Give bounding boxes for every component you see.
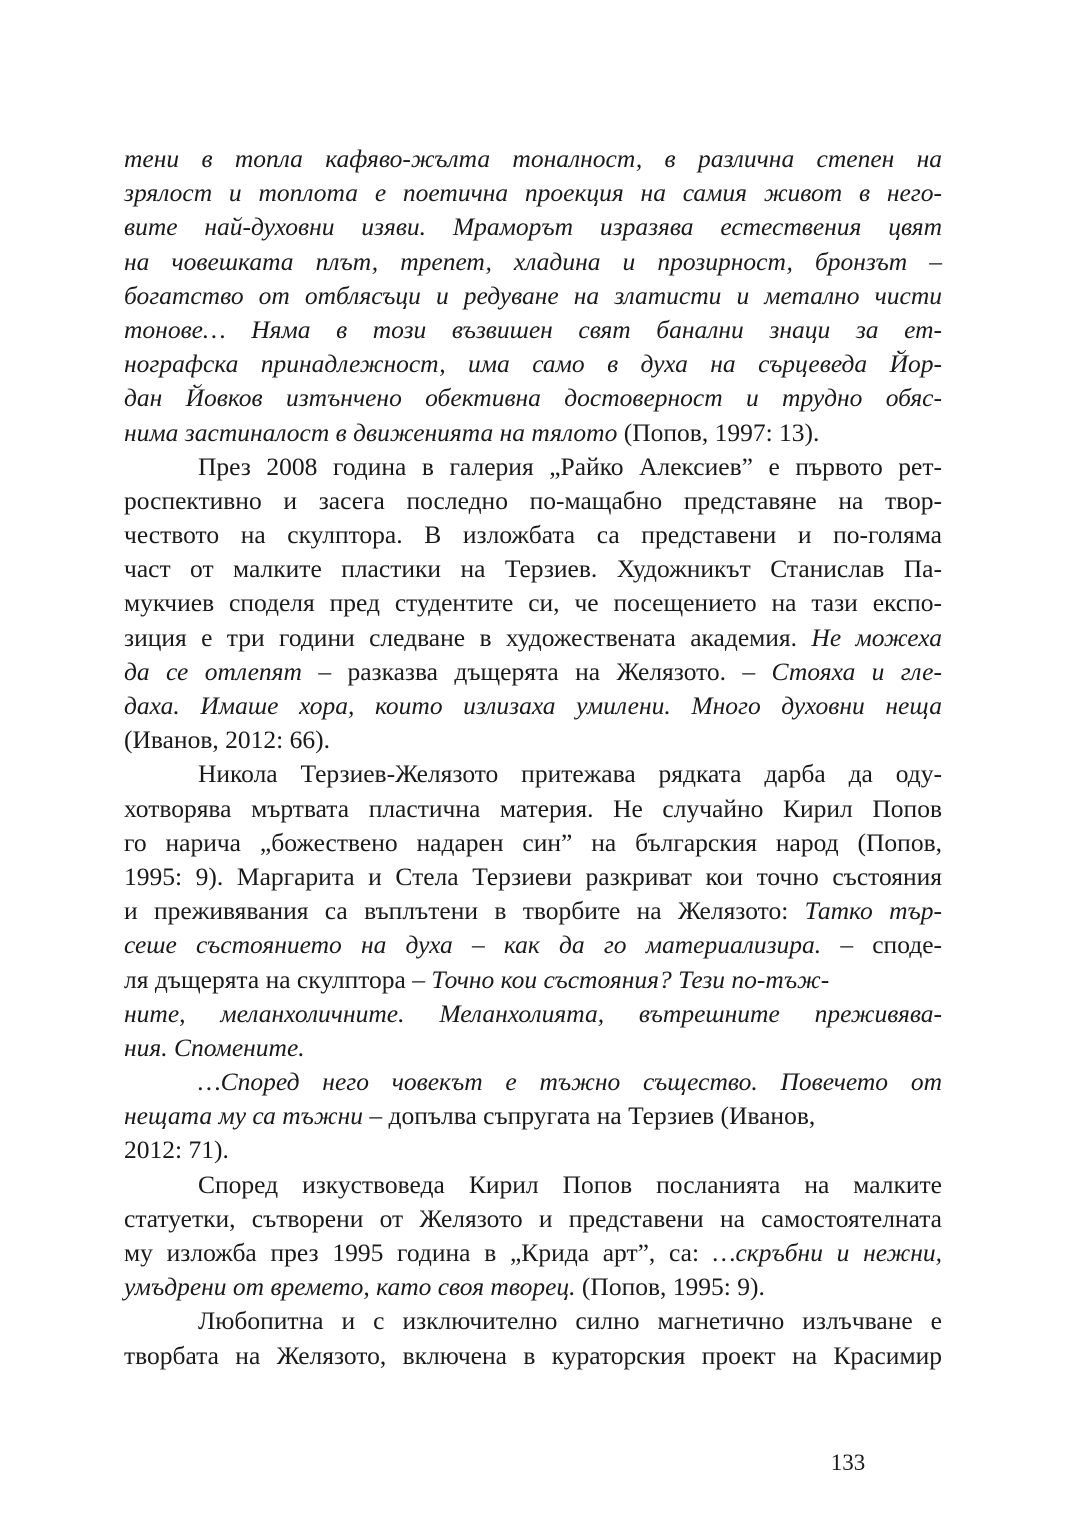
text-span: – разказва дъщерята на Желязото. – [301, 656, 772, 686]
text-line [124, 210, 942, 244]
text-line [124, 928, 942, 962]
text-span: Любопитна и с изключително силно магнетично излъчване е [198, 1306, 942, 1336]
text-line [124, 894, 942, 928]
italic-text: богатство от отблясъци и редуване на златисти и метално чисти [124, 280, 942, 310]
text-span: ля дъщерята на скулптора – [124, 964, 432, 994]
text-line [124, 552, 942, 586]
text-line [124, 381, 942, 415]
text-span: (Попов, 1997: 13). [617, 417, 820, 447]
text-span: През 2008 година в галерия „Райко Алексиев” е първото рет- [198, 451, 942, 481]
text-span: роспективно и засега последно по-мащабно представяне на твор- [124, 485, 942, 515]
page-number: 133 [830, 1450, 866, 1475]
text-span: мукчиев споделя пред студентите си, че посещението на тази експо- [124, 588, 942, 618]
text-line [124, 450, 942, 484]
text-span: Според изкуствоведа Кирил Попов посланията на малките [198, 1169, 942, 1199]
text-line [124, 1031, 942, 1065]
text-line [124, 1168, 942, 1202]
text-span: Никола Терзиев-Желязото притежава рядката дарба да оду- [198, 759, 942, 789]
italic-text: ния. Спомените. [124, 1032, 305, 1062]
text-line [124, 484, 942, 518]
text-line [124, 279, 942, 313]
italic-text: да се отлепят [124, 656, 302, 686]
text-span: (Иванов, 2012: 66). [124, 725, 330, 755]
italic-text: нещата му са тъжни [124, 1101, 363, 1131]
page-body [124, 142, 942, 1373]
text-line [124, 245, 942, 279]
text-line [124, 723, 942, 757]
italic-text: тени в топла кафяво-жълта тоналност, в различна степен на [124, 144, 942, 173]
text-span: 2012: 71). [124, 1135, 229, 1165]
italic-text: …скръбни и нежни, [712, 1238, 942, 1267]
text-span: (Попов, 1995: 9). [575, 1272, 765, 1302]
text-line [124, 1133, 942, 1167]
italic-text: Стояха и гле- [771, 656, 942, 686]
text-span: творбата на Желязото, включена в кураторския проект на Красимир [124, 1340, 942, 1370]
text-line [124, 997, 942, 1031]
text-span: – споде- [821, 930, 942, 960]
text-line [124, 586, 942, 620]
italic-text: нима застиналост в движенията на тялото [124, 417, 618, 447]
text-line [124, 689, 942, 723]
italic-text: Татко тър- [804, 896, 942, 926]
text-line [124, 518, 942, 552]
text-span: зиция е три години следване в художествената академия. [124, 622, 812, 652]
text-span: хотворява мъртвата пластична материя. Не случайно Кирил Попов [124, 793, 942, 823]
text-line [124, 1270, 942, 1304]
text-line [124, 655, 942, 689]
text-span: и преживявания са въплътени в творбите на Желязото: [124, 896, 805, 926]
text-line [124, 1202, 942, 1236]
text-line [124, 142, 942, 176]
text-line [124, 757, 942, 791]
text-line [124, 826, 942, 860]
italic-text: …Според него човекът е тъжно същество. Повечето от [198, 1067, 942, 1097]
text-span: чеството на скулптора. В изложбата са представени и по-голяма [124, 520, 942, 550]
italic-text: зрялост и топлота е поетична проекция на самия живот в него- [124, 178, 942, 208]
text-line [124, 621, 942, 655]
italic-text: Не можеха [811, 622, 942, 652]
text-span: – допълва съпругата на Терзиев (Иванов, [362, 1101, 816, 1131]
text-span: 1995: 9). Маргарита и Стела Терзиеви разкриват кои точно състояния [124, 861, 942, 891]
italic-text: на човешката плът, трепет, хладина и прозирност, бронзът – [124, 246, 942, 276]
text-line [124, 347, 942, 381]
text-line [124, 1236, 942, 1270]
italic-text: умъдрени от времето, като своя творец. [124, 1272, 576, 1302]
text-span: го нарича „божествено надарен син” на българския народ (Попов, [124, 827, 942, 857]
text-line [124, 1099, 942, 1133]
text-span: му изложба през 1995 година в „Крида арт”, са: [124, 1238, 713, 1267]
italic-text: Точно кои състояния? Тези по-тъж- [431, 964, 830, 994]
text-line [124, 1339, 942, 1373]
italic-text: тонове… Няма в този възвишен свят банални знаци за ет- [124, 314, 942, 344]
italic-text: вите най-духовни изяви. Мраморът изразява естествения цвят [124, 212, 942, 242]
text-line [124, 963, 942, 997]
italic-text: дан Йовков изтънчено обективна достоверност и трудно обяс- [124, 383, 942, 413]
text-line [124, 792, 942, 826]
text-line [124, 313, 942, 347]
italic-text: ните, меланхоличните. Меланхолията, вътрешните преживява- [124, 998, 942, 1028]
text-line [124, 860, 942, 894]
text-span: част от малките пластики на Терзиев. Художникът Станислав Па- [124, 554, 942, 584]
text-line [124, 1304, 942, 1338]
text-line [124, 1065, 942, 1099]
text-line [124, 416, 942, 450]
italic-text: нографска принадлежност, има само в духа на сърцеведа Йор- [124, 349, 942, 379]
text-span: статуетки, сътворени от Желязото и представени на самостоятелната [124, 1203, 942, 1233]
italic-text: даха. Имаше хора, които излизаха умилени. Много духовни неща [124, 691, 942, 720]
text-line [124, 176, 942, 210]
italic-text: сеше състоянието на духа – как да го материализира. [124, 930, 822, 960]
